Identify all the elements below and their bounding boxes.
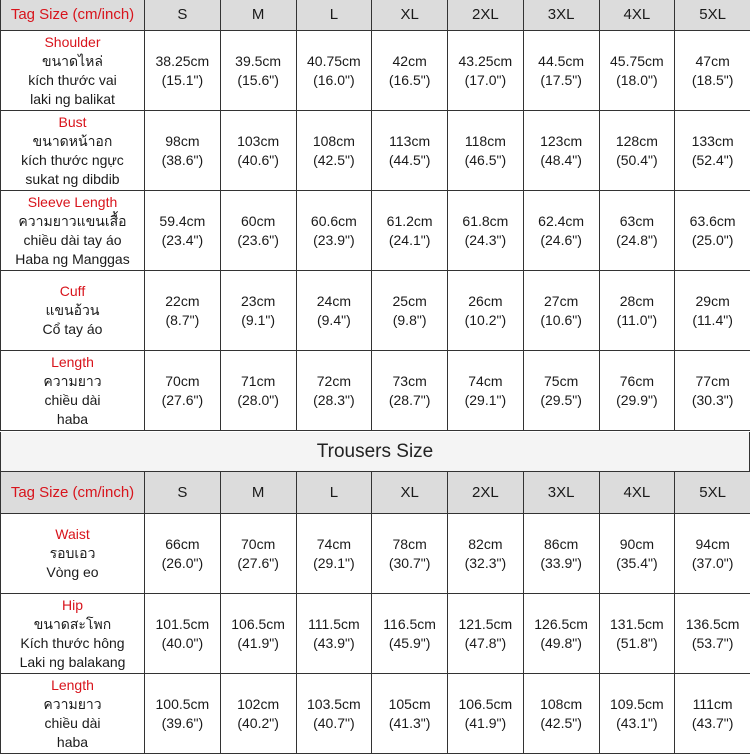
value-inch: (48.4") xyxy=(524,151,599,170)
value-inch: (29.5") xyxy=(524,391,599,410)
value-cm: 90cm xyxy=(600,535,675,554)
value-inch: (37.0") xyxy=(675,554,750,573)
value-cm: 101.5cm xyxy=(145,615,220,634)
measurement-name: Hip xyxy=(1,596,144,615)
value-cm: 109.5cm xyxy=(600,695,675,714)
value-cm: 62.4cm xyxy=(524,212,599,231)
value-cm: 108cm xyxy=(524,695,599,714)
value-cm: 98cm xyxy=(145,132,220,151)
measurement-value-cell xyxy=(145,351,221,431)
measurement-name: Shoulder xyxy=(1,33,144,52)
measurement-value-cell xyxy=(523,191,599,271)
measurement-name: Length xyxy=(1,676,144,695)
value-cm: 76cm xyxy=(600,372,675,391)
value-cm: 28cm xyxy=(600,292,675,311)
value-inch: (46.5") xyxy=(448,151,523,170)
measurement-value-cell xyxy=(599,514,675,594)
value-cm: 123cm xyxy=(524,132,599,151)
measurement-value-cell xyxy=(523,514,599,594)
measurement-value-cell xyxy=(448,31,524,111)
value-cm: 94cm xyxy=(675,535,750,554)
value-cm: 63cm xyxy=(600,212,675,231)
measurement-translation: ความยาวแขนเสื้อ xyxy=(1,212,144,231)
measurement-translation: Kích thước hông xyxy=(1,634,144,653)
measurement-row xyxy=(1,271,750,351)
value-inch: (27.6") xyxy=(221,554,296,573)
value-cm: 24cm xyxy=(297,292,372,311)
measurement-label-cell xyxy=(1,594,145,674)
value-inch: (42.5") xyxy=(297,151,372,170)
measurement-value-cell xyxy=(523,674,599,754)
value-inch: (17.5") xyxy=(524,71,599,90)
measurement-translation: chiều dài xyxy=(1,391,144,410)
value-cm: 26cm xyxy=(448,292,523,311)
measurement-translation: Cổ tay áo xyxy=(1,320,144,339)
measurement-value-cell xyxy=(220,674,296,754)
measurement-translation: ความยาว xyxy=(1,372,144,391)
value-inch: (11.0") xyxy=(600,311,675,330)
measurement-value-cell xyxy=(599,191,675,271)
tag-size-header: Tag Size (cm/inch) xyxy=(1,0,145,31)
value-cm: 106.5cm xyxy=(448,695,523,714)
value-cm: 61.2cm xyxy=(372,212,447,231)
measurement-value-cell xyxy=(296,514,372,594)
value-inch: (16.5") xyxy=(372,71,447,90)
measurement-row xyxy=(1,191,750,271)
measurement-value-cell xyxy=(523,111,599,191)
measurement-label-cell xyxy=(1,111,145,191)
measurement-value-cell xyxy=(448,674,524,754)
value-inch: (24.6") xyxy=(524,231,599,250)
measurement-name: Sleeve Length xyxy=(1,193,144,212)
size-header-cell: XL xyxy=(372,0,448,31)
size-header-cell: S xyxy=(145,0,221,31)
value-cm: 45.75cm xyxy=(600,52,675,71)
value-inch: (17.0") xyxy=(448,71,523,90)
value-cm: 75cm xyxy=(524,372,599,391)
size-header-cell: 3XL xyxy=(523,0,599,31)
measurement-value-cell xyxy=(220,111,296,191)
measurement-value-cell xyxy=(523,351,599,431)
value-cm: 131.5cm xyxy=(600,615,675,634)
value-cm: 59.4cm xyxy=(145,212,220,231)
value-inch: (24.3") xyxy=(448,231,523,250)
measurement-value-cell xyxy=(145,674,221,754)
trousers-size-title: Trousers Size xyxy=(0,432,750,471)
value-cm: 63.6cm xyxy=(675,212,750,231)
measurement-row xyxy=(1,514,750,594)
value-inch: (15.1") xyxy=(145,71,220,90)
value-inch: (29.1") xyxy=(448,391,523,410)
value-cm: 70cm xyxy=(221,535,296,554)
value-inch: (24.8") xyxy=(600,231,675,250)
measurement-translation: Haba ng Manggas xyxy=(1,250,144,269)
measurement-value-cell xyxy=(675,594,750,674)
measurement-value-cell xyxy=(145,594,221,674)
measurement-value-cell xyxy=(145,271,221,351)
measurement-value-cell xyxy=(220,514,296,594)
size-header-cell: 2XL xyxy=(448,472,524,514)
measurement-translation: Vòng eo xyxy=(1,563,144,582)
measurement-value-cell xyxy=(599,674,675,754)
measurement-translation: chiều dài xyxy=(1,714,144,733)
measurement-translation: haba xyxy=(1,410,144,429)
value-inch: (43.1") xyxy=(600,714,675,733)
value-cm: 74cm xyxy=(297,535,372,554)
value-cm: 103cm xyxy=(221,132,296,151)
value-inch: (33.9") xyxy=(524,554,599,573)
measurement-row xyxy=(1,674,750,754)
size-header-cell: L xyxy=(296,472,372,514)
measurement-value-cell xyxy=(220,191,296,271)
value-inch: (10.2") xyxy=(448,311,523,330)
measurement-value-cell xyxy=(372,271,448,351)
value-inch: (23.4") xyxy=(145,231,220,250)
measurement-translation: sukat ng dibdib xyxy=(1,170,144,189)
value-cm: 121.5cm xyxy=(448,615,523,634)
measurement-translation: laki ng balikat xyxy=(1,90,144,109)
measurement-translation: ขนาดไหล่ xyxy=(1,52,144,71)
measurement-name: Cuff xyxy=(1,282,144,301)
value-cm: 133cm xyxy=(675,132,750,151)
measurement-value-cell xyxy=(296,191,372,271)
value-cm: 136.5cm xyxy=(675,615,750,634)
measurement-value-cell xyxy=(599,351,675,431)
value-inch: (28.0") xyxy=(221,391,296,410)
value-inch: (38.6") xyxy=(145,151,220,170)
trousers-size-table xyxy=(0,471,750,754)
value-inch: (29.1") xyxy=(297,554,372,573)
measurement-value-cell xyxy=(296,674,372,754)
measurement-value-cell xyxy=(599,594,675,674)
value-cm: 60.6cm xyxy=(297,212,372,231)
measurement-value-cell xyxy=(523,594,599,674)
value-inch: (51.8") xyxy=(600,634,675,653)
value-cm: 61.8cm xyxy=(448,212,523,231)
value-inch: (41.3") xyxy=(372,714,447,733)
value-inch: (24.1") xyxy=(372,231,447,250)
value-cm: 113cm xyxy=(372,132,447,151)
measurement-value-cell xyxy=(448,191,524,271)
measurement-value-cell xyxy=(599,111,675,191)
value-cm: 72cm xyxy=(297,372,372,391)
value-cm: 106.5cm xyxy=(221,615,296,634)
measurement-label-cell xyxy=(1,271,145,351)
measurement-value-cell xyxy=(296,111,372,191)
value-cm: 128cm xyxy=(600,132,675,151)
size-header-cell: 3XL xyxy=(523,472,599,514)
value-cm: 116.5cm xyxy=(372,615,447,634)
header-row xyxy=(1,472,750,514)
value-inch: (42.5") xyxy=(524,714,599,733)
value-cm: 74cm xyxy=(448,372,523,391)
value-cm: 86cm xyxy=(524,535,599,554)
measurement-value-cell xyxy=(448,594,524,674)
header-row xyxy=(1,0,750,31)
value-inch: (41.9") xyxy=(221,634,296,653)
value-cm: 82cm xyxy=(448,535,523,554)
value-cm: 70cm xyxy=(145,372,220,391)
measurement-value-cell xyxy=(675,674,750,754)
measurement-value-cell xyxy=(296,594,372,674)
value-inch: (9.8") xyxy=(372,311,447,330)
value-inch: (29.9") xyxy=(600,391,675,410)
measurement-row xyxy=(1,351,750,431)
value-cm: 103.5cm xyxy=(297,695,372,714)
value-cm: 105cm xyxy=(372,695,447,714)
value-inch: (53.7") xyxy=(675,634,750,653)
measurement-value-cell xyxy=(296,31,372,111)
value-inch: (40.6") xyxy=(221,151,296,170)
value-cm: 77cm xyxy=(675,372,750,391)
value-cm: 38.25cm xyxy=(145,52,220,71)
measurement-value-cell xyxy=(372,674,448,754)
measurement-value-cell xyxy=(448,351,524,431)
value-inch: (52.4") xyxy=(675,151,750,170)
value-inch: (23.9") xyxy=(297,231,372,250)
value-cm: 118cm xyxy=(448,132,523,151)
value-cm: 126.5cm xyxy=(524,615,599,634)
measurement-value-cell xyxy=(448,111,524,191)
measurement-label-cell xyxy=(1,351,145,431)
measurement-name: Bust xyxy=(1,113,144,132)
value-inch: (43.7") xyxy=(675,714,750,733)
measurement-label-cell xyxy=(1,191,145,271)
measurement-value-cell xyxy=(220,594,296,674)
measurement-translation: kích thước vai xyxy=(1,71,144,90)
value-inch: (18.5") xyxy=(675,71,750,90)
measurement-value-cell xyxy=(448,271,524,351)
value-inch: (45.9") xyxy=(372,634,447,653)
measurement-value-cell xyxy=(675,271,750,351)
value-inch: (32.3") xyxy=(448,554,523,573)
measurement-label-cell xyxy=(1,514,145,594)
size-header-cell: XL xyxy=(372,472,448,514)
value-inch: (30.7") xyxy=(372,554,447,573)
measurement-value-cell xyxy=(296,271,372,351)
value-cm: 25cm xyxy=(372,292,447,311)
value-inch: (15.6") xyxy=(221,71,296,90)
measurement-value-cell xyxy=(145,31,221,111)
value-cm: 108cm xyxy=(297,132,372,151)
value-cm: 43.25cm xyxy=(448,52,523,71)
size-header-cell: M xyxy=(220,472,296,514)
value-cm: 66cm xyxy=(145,535,220,554)
value-inch: (40.2") xyxy=(221,714,296,733)
measurement-label-cell xyxy=(1,31,145,111)
value-inch: (26.0") xyxy=(145,554,220,573)
value-inch: (28.7") xyxy=(372,391,447,410)
value-inch: (44.5") xyxy=(372,151,447,170)
value-inch: (50.4") xyxy=(600,151,675,170)
measurement-value-cell xyxy=(220,271,296,351)
value-inch: (30.3") xyxy=(675,391,750,410)
value-inch: (47.8") xyxy=(448,634,523,653)
measurement-translation: ขนาดหน้าอก xyxy=(1,132,144,151)
size-header-cell: L xyxy=(296,0,372,31)
value-cm: 23cm xyxy=(221,292,296,311)
measurement-value-cell xyxy=(599,31,675,111)
measurement-value-cell xyxy=(145,191,221,271)
measurement-name: Waist xyxy=(1,525,144,544)
measurement-translation: แขนอ้วน xyxy=(1,301,144,320)
size-header-cell: 4XL xyxy=(599,0,675,31)
measurement-value-cell xyxy=(296,351,372,431)
measurement-value-cell xyxy=(372,31,448,111)
value-cm: 39.5cm xyxy=(221,52,296,71)
measurement-value-cell xyxy=(372,594,448,674)
measurement-name: Length xyxy=(1,353,144,372)
value-inch: (23.6") xyxy=(221,231,296,250)
value-cm: 40.75cm xyxy=(297,52,372,71)
value-inch: (39.6") xyxy=(145,714,220,733)
measurement-translation: haba xyxy=(1,733,144,752)
measurement-label-cell xyxy=(1,674,145,754)
measurement-translation: ขนาดสะโพก xyxy=(1,615,144,634)
value-cm: 60cm xyxy=(221,212,296,231)
measurement-value-cell xyxy=(448,514,524,594)
value-cm: 78cm xyxy=(372,535,447,554)
value-inch: (10.6") xyxy=(524,311,599,330)
measurement-value-cell xyxy=(372,514,448,594)
measurement-translation: Laki ng balakang xyxy=(1,653,144,672)
value-inch: (40.7") xyxy=(297,714,372,733)
value-inch: (41.9") xyxy=(448,714,523,733)
measurement-row xyxy=(1,31,750,111)
measurement-value-cell xyxy=(372,191,448,271)
value-inch: (25.0") xyxy=(675,231,750,250)
value-inch: (18.0") xyxy=(600,71,675,90)
measurement-row xyxy=(1,111,750,191)
measurement-value-cell xyxy=(372,111,448,191)
measurement-value-cell xyxy=(220,351,296,431)
value-cm: 100.5cm xyxy=(145,695,220,714)
value-cm: 29cm xyxy=(675,292,750,311)
size-header-cell: 4XL xyxy=(599,472,675,514)
measurement-value-cell xyxy=(523,271,599,351)
value-inch: (28.3") xyxy=(297,391,372,410)
value-cm: 22cm xyxy=(145,292,220,311)
value-inch: (49.8") xyxy=(524,634,599,653)
measurement-value-cell xyxy=(675,111,750,191)
value-inch: (43.9") xyxy=(297,634,372,653)
measurement-value-cell xyxy=(675,191,750,271)
value-cm: 73cm xyxy=(372,372,447,391)
measurement-value-cell xyxy=(523,31,599,111)
value-cm: 27cm xyxy=(524,292,599,311)
measurement-translation: chiều dài tay áo xyxy=(1,231,144,250)
value-inch: (9.4") xyxy=(297,311,372,330)
value-cm: 111cm xyxy=(675,695,750,714)
measurement-value-cell xyxy=(220,31,296,111)
measurement-value-cell xyxy=(675,351,750,431)
value-cm: 71cm xyxy=(221,372,296,391)
value-inch: (40.0") xyxy=(145,634,220,653)
size-header-cell: M xyxy=(220,0,296,31)
value-cm: 47cm xyxy=(675,52,750,71)
size-header-cell: 5XL xyxy=(675,0,750,31)
value-cm: 44.5cm xyxy=(524,52,599,71)
value-inch: (27.6") xyxy=(145,391,220,410)
value-cm: 102cm xyxy=(221,695,296,714)
size-header-cell: 2XL xyxy=(448,0,524,31)
value-cm: 42cm xyxy=(372,52,447,71)
value-inch: (11.4") xyxy=(675,311,750,330)
measurement-value-cell xyxy=(145,514,221,594)
value-inch: (9.1") xyxy=(221,311,296,330)
value-inch: (35.4") xyxy=(600,554,675,573)
size-header-cell: S xyxy=(145,472,221,514)
measurement-translation: รอบเอว xyxy=(1,544,144,563)
measurement-translation: ความยาว xyxy=(1,695,144,714)
value-inch: (16.0") xyxy=(297,71,372,90)
measurement-value-cell xyxy=(675,31,750,111)
measurement-value-cell xyxy=(145,111,221,191)
measurement-value-cell xyxy=(675,514,750,594)
measurement-row xyxy=(1,594,750,674)
tag-size-header: Tag Size (cm/inch) xyxy=(1,472,145,514)
measurement-value-cell xyxy=(599,271,675,351)
size-header-cell: 5XL xyxy=(675,472,750,514)
measurement-translation: kích thước ngực xyxy=(1,151,144,170)
value-inch: (8.7") xyxy=(145,311,220,330)
value-cm: 111.5cm xyxy=(297,615,372,634)
measurement-value-cell xyxy=(372,351,448,431)
